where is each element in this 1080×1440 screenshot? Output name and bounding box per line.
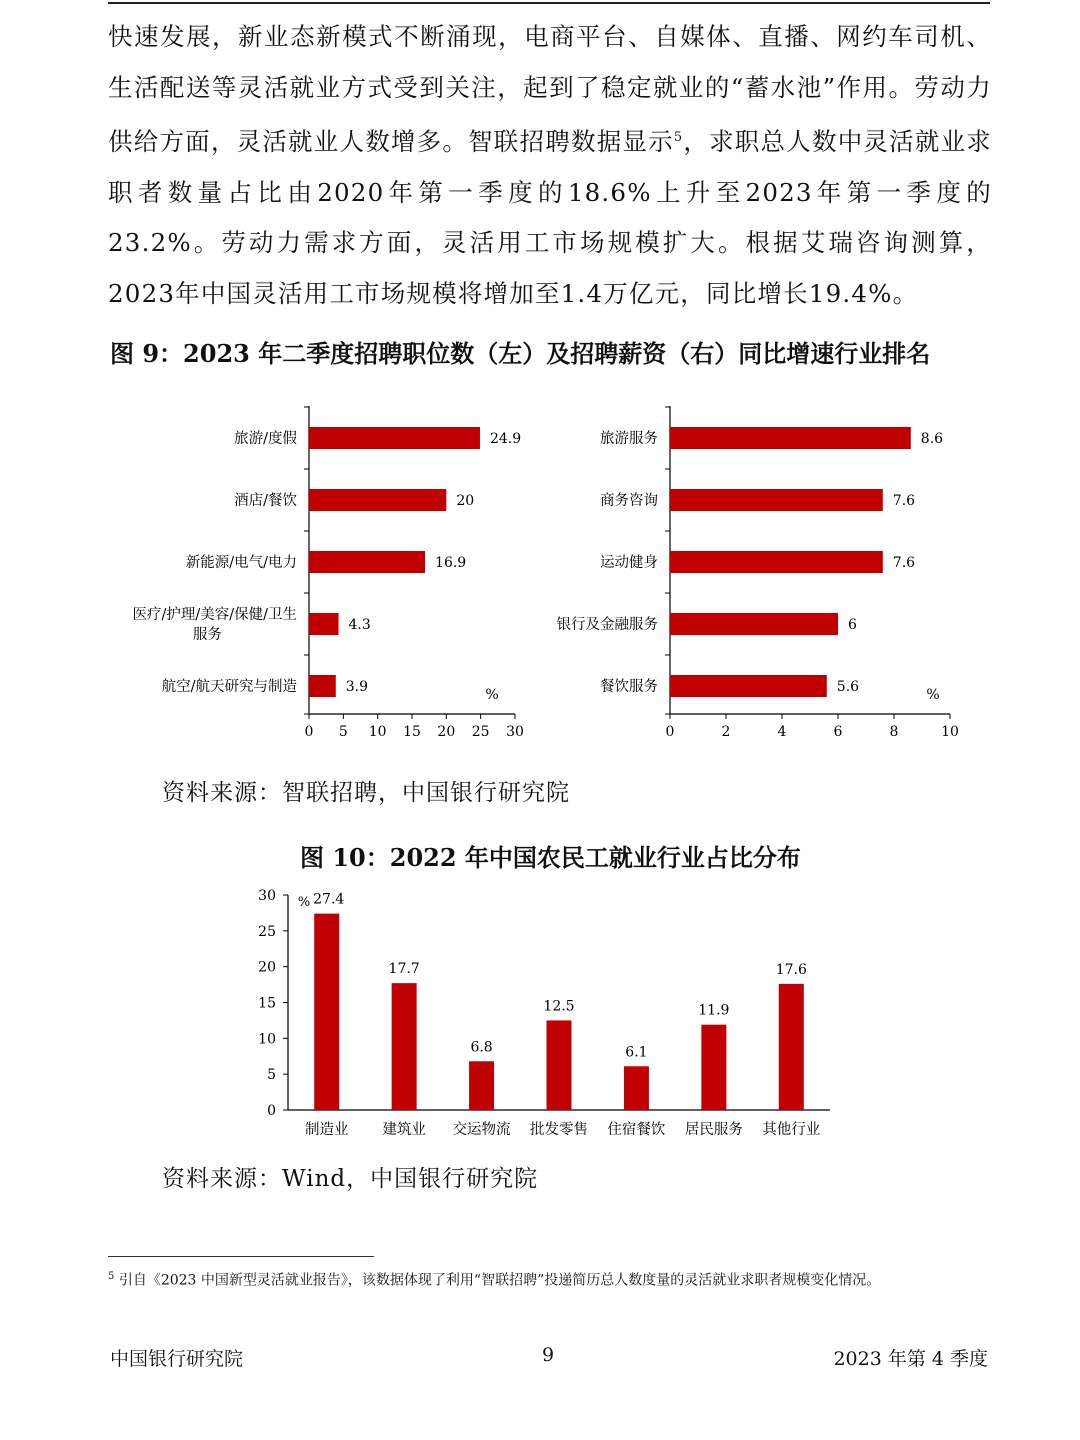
category-label: 其他行业 — [762, 1122, 821, 1138]
category-label: 建筑业 — [382, 1122, 426, 1138]
footnote-rule — [108, 1256, 374, 1257]
bar — [670, 675, 827, 697]
bar — [314, 914, 339, 1110]
x-tick-label: 10 — [941, 724, 959, 740]
footnote-reference: 5 — [673, 130, 684, 145]
unit-label: % — [297, 895, 311, 910]
top-rule — [108, 2, 990, 4]
data-label: 11.9 — [698, 1002, 730, 1019]
body-paragraph — [108, 12, 992, 319]
category-label: 酒店/餐饮 — [234, 493, 297, 509]
category-label: 餐饮服务 — [600, 679, 658, 695]
bar — [701, 1025, 726, 1110]
data-label: 7.6 — [892, 493, 916, 509]
bar — [469, 1061, 494, 1110]
data-label: 12.5 — [543, 998, 575, 1015]
data-label: 7.6 — [892, 555, 916, 571]
figure9-right-chart — [0, 400, 1080, 750]
body-text-part-1: 快速发展，新业态新模式不断涌现，电商平台、自媒体、直播、网约车司机、生活配送等灵活就业方式受到关注，起到了稳定就业的“蓄水池”作用。劳动力供给方面，灵活就业人数增多。智联招聘数据显示 — [108, 22, 992, 157]
figure10-title: 图 10：2022 年中国农民工就业行业占比分布 — [300, 843, 801, 872]
figure10-chart — [0, 880, 1080, 1150]
footer-period: 2023 年第 4 季度 — [833, 1348, 988, 1370]
data-label: 17.7 — [388, 961, 420, 978]
bar — [779, 984, 804, 1110]
y-tick-label: 30 — [258, 888, 276, 904]
data-label: 20 — [456, 493, 475, 509]
figure9-source: 资料来源：智联招聘，中国银行研究院 — [162, 780, 570, 806]
data-label: 3.9 — [345, 679, 369, 695]
category-label: 批发零售 — [530, 1122, 588, 1138]
category-label: 交运物流 — [452, 1122, 511, 1138]
x-tick-label: 20 — [437, 724, 456, 740]
data-label: 6.8 — [470, 1039, 493, 1056]
bar — [670, 427, 911, 449]
x-tick-label: 4 — [777, 724, 787, 740]
data-label: 27.4 — [313, 891, 345, 908]
x-tick-label: 30 — [506, 724, 524, 740]
figure10-source: 资料来源：Wind，中国银行研究院 — [162, 1166, 539, 1192]
y-tick-label: 15 — [258, 995, 276, 1012]
category-label: 服务 — [193, 627, 222, 643]
category-label: 旅游/度假 — [234, 431, 297, 447]
category-label: 居民服务 — [684, 1122, 743, 1138]
figure9-title: 图 9：2023 年二季度招聘职位数（左）及招聘薪资（右）同比增速行业排名 — [110, 339, 931, 368]
data-label: 24.9 — [489, 431, 522, 447]
data-label: 17.6 — [775, 961, 807, 978]
bar — [624, 1066, 649, 1110]
y-tick-label: 5 — [267, 1067, 276, 1084]
category-label: 旅游服务 — [600, 431, 658, 447]
data-label: 16.9 — [435, 555, 467, 571]
bar — [670, 489, 883, 511]
data-label: 8.6 — [920, 431, 944, 447]
data-label: 5.6 — [836, 679, 860, 695]
x-tick-label: 5 — [338, 724, 348, 740]
category-label: 制造业 — [304, 1122, 349, 1138]
category-label: 医疗/护理/美容/保健/卫生 — [132, 607, 297, 623]
x-tick-label: 8 — [889, 724, 899, 740]
y-tick-label: 20 — [258, 959, 276, 976]
body-text-part-2: ，求职总人数中灵活就业求职者数量占比由2020年第一季度的18.6%上升至2023年第一季度的23.2%。劳动力需求方面，灵活用工市场规模扩大。根据艾瑞咨询测算，2023年中国灵活用工市场规模将增加至1.4万亿元，同比增长19.4%。 — [108, 127, 992, 308]
footnote — [108, 1266, 992, 1292]
data-label: 6 — [848, 617, 857, 633]
category-label: 住宿餐饮 — [607, 1122, 666, 1138]
category-label: 运动健身 — [600, 555, 658, 571]
unit-label: % — [926, 687, 940, 703]
category-label: 银行及金融服务 — [556, 617, 658, 633]
bar — [670, 613, 838, 635]
footnote-text: 引自《2023 中国新型灵活就业报告》，该数据体现了利用“智联招聘”投递简历总人数度量的灵活就业求职者规模变化情况。 — [118, 1272, 881, 1289]
category-label: 新能源/电气/电力 — [185, 555, 297, 571]
y-tick-label: 10 — [258, 1031, 276, 1048]
footer-organization: 中国银行研究院 — [110, 1348, 244, 1370]
x-tick-label: 2 — [721, 724, 731, 740]
category-label: 商务咨询 — [600, 493, 658, 509]
y-tick-label: 0 — [267, 1103, 276, 1119]
bar — [547, 1020, 572, 1110]
x-tick-label: 6 — [833, 724, 843, 740]
page-number: 9 — [542, 1344, 555, 1366]
x-tick-label: 15 — [403, 724, 421, 740]
data-label: 4.3 — [348, 617, 371, 633]
category-label: 航空/航天研究与制造 — [161, 679, 297, 695]
y-tick-label: 25 — [258, 923, 276, 940]
x-tick-label: 25 — [471, 724, 490, 740]
bar — [392, 983, 417, 1110]
x-tick-label: 10 — [368, 724, 387, 740]
data-label: 6.1 — [625, 1044, 648, 1061]
bar — [670, 551, 883, 573]
x-tick-label: 0 — [304, 724, 314, 740]
unit-label: % — [485, 687, 499, 703]
x-tick-label: 0 — [665, 724, 675, 740]
footnote-mark: 5 — [108, 1271, 115, 1282]
